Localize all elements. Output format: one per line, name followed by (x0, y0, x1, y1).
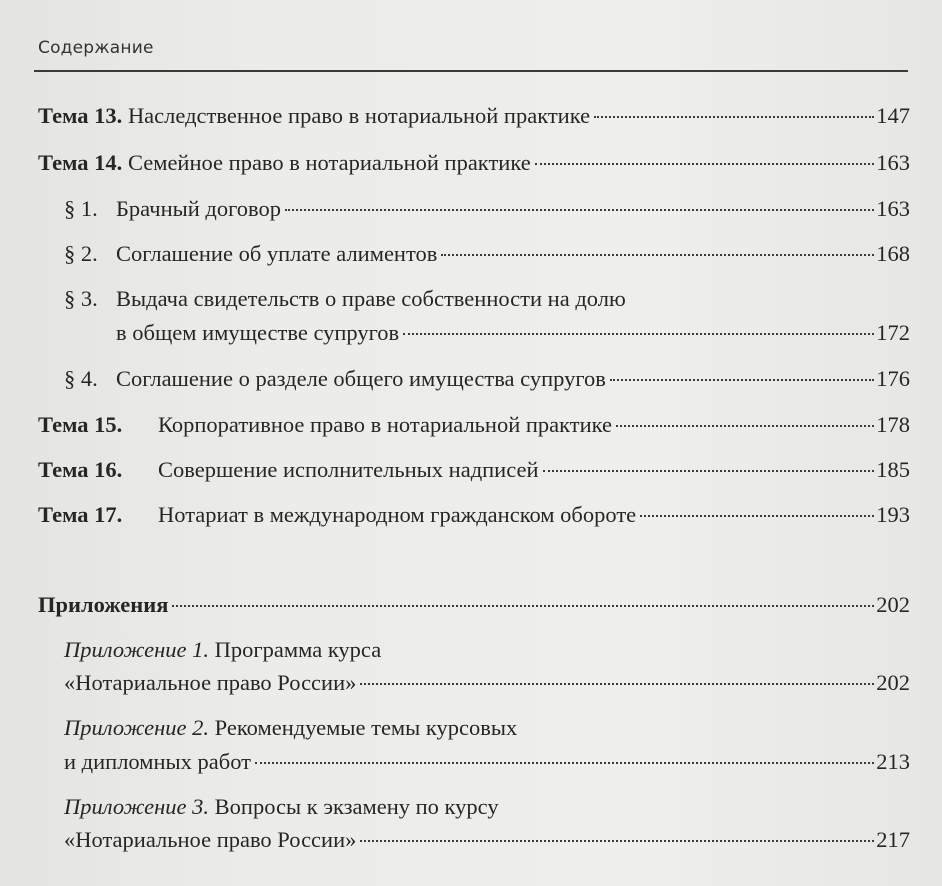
appendix-label: Приложение 2. (64, 715, 210, 740)
leader-dots (616, 425, 874, 427)
section-title-line2: в общем имуществе супругов (116, 320, 400, 345)
leader-dots (441, 254, 874, 256)
leader-dots (172, 605, 874, 607)
page-number: 178 (876, 412, 910, 437)
section-title: Соглашение об уплате алиментов (116, 241, 438, 266)
topic-title: Совершение исполнительных надписей (158, 457, 539, 482)
section-label: § 4. (64, 366, 98, 391)
toc-entry-appendix-1-line1[interactable] (64, 637, 381, 663)
topic-label: Тема 17. (38, 502, 123, 527)
page-number: 202 (876, 670, 910, 695)
appendix-title-line2: «Нотариальное право России» (64, 827, 357, 852)
page-number: 168 (876, 241, 910, 266)
toc-entry-appendix-3-line2[interactable] (64, 827, 910, 853)
appendix-title-line2: «Нотариальное право России» (64, 670, 357, 695)
toc-entry-appendix-3-line1[interactable] (64, 794, 499, 820)
page-number: 147 (876, 103, 910, 128)
toc-entry-section-1[interactable] (64, 196, 910, 222)
appendix-label: Приложение 3. (64, 794, 210, 819)
section-title-line1: Выдача свидетельств о праве собственности на долю (116, 286, 626, 311)
leader-dots (535, 163, 875, 165)
page-number: 176 (876, 366, 910, 391)
topic-title: Наследственное право в нотариальной практике (127, 103, 591, 128)
appendix-title-line1: Программа курса (214, 637, 382, 662)
topic-label: Тема 15. (38, 412, 123, 437)
topic-title: Семейное право в нотариальной практике (127, 150, 531, 175)
toc-entry-section-3-line2[interactable] (116, 320, 910, 346)
toc-entry-appendices[interactable] (38, 592, 910, 618)
leader-dots (360, 840, 874, 842)
toc-entry-topic-13[interactable] (38, 103, 910, 129)
page-number: 185 (876, 457, 910, 482)
topic-title: Нотариат в международном гражданском обороте (158, 502, 637, 527)
appendix-title-line2: и дипломных работ (64, 749, 251, 774)
header-rule (34, 70, 908, 72)
toc-entry-appendix-2-line2[interactable] (64, 749, 910, 775)
appendix-label: Приложение 1. (64, 637, 210, 662)
leader-dots (255, 762, 874, 764)
leader-dots (403, 333, 874, 335)
appendices-title: Приложения (38, 592, 169, 617)
section-title: Соглашение о разделе общего имущества супругов (116, 366, 606, 391)
page-number: 172 (876, 320, 910, 345)
topic-title: Корпоративное право в нотариальной практике (158, 412, 613, 437)
toc-entry-section-2[interactable] (64, 241, 910, 267)
page-number: 163 (876, 196, 910, 221)
section-label: § 2. (64, 241, 98, 266)
page-number: 217 (876, 827, 910, 852)
page-number: 193 (876, 502, 910, 527)
leader-dots (285, 209, 874, 211)
toc-entry-topic-14[interactable] (38, 150, 910, 176)
topic-label: Тема 16. (38, 457, 123, 482)
topic-label: Тема 13. (38, 103, 123, 128)
topic-label: Тема 14. (38, 150, 123, 175)
toc-entry-section-4[interactable] (64, 366, 910, 392)
leader-dots (610, 379, 874, 381)
toc-entry-topic-17[interactable] (38, 502, 910, 528)
toc-entry-topic-15[interactable] (38, 412, 910, 438)
toc-entry-section-3-line1[interactable] (64, 286, 626, 312)
appendix-title-line1: Рекомендуемые темы курсовых (214, 715, 518, 740)
leader-dots (594, 116, 874, 118)
section-title: Брачный договор (116, 196, 281, 221)
toc-entry-appendix-2-line1[interactable] (64, 715, 517, 741)
leader-dots (640, 515, 874, 517)
appendix-title-line1: Вопросы к экзамену по курсу (214, 794, 499, 819)
leader-dots (360, 683, 874, 685)
leader-dots (543, 470, 875, 472)
toc-entry-appendix-1-line2[interactable] (64, 670, 910, 696)
page-number: 213 (876, 749, 910, 774)
section-label: § 1. (64, 196, 98, 221)
page-number: 202 (876, 592, 910, 617)
page-number: 163 (876, 150, 910, 175)
section-label: § 3. (64, 286, 98, 311)
toc-entry-topic-16[interactable] (38, 457, 910, 483)
running-header: Содержание (38, 38, 154, 58)
